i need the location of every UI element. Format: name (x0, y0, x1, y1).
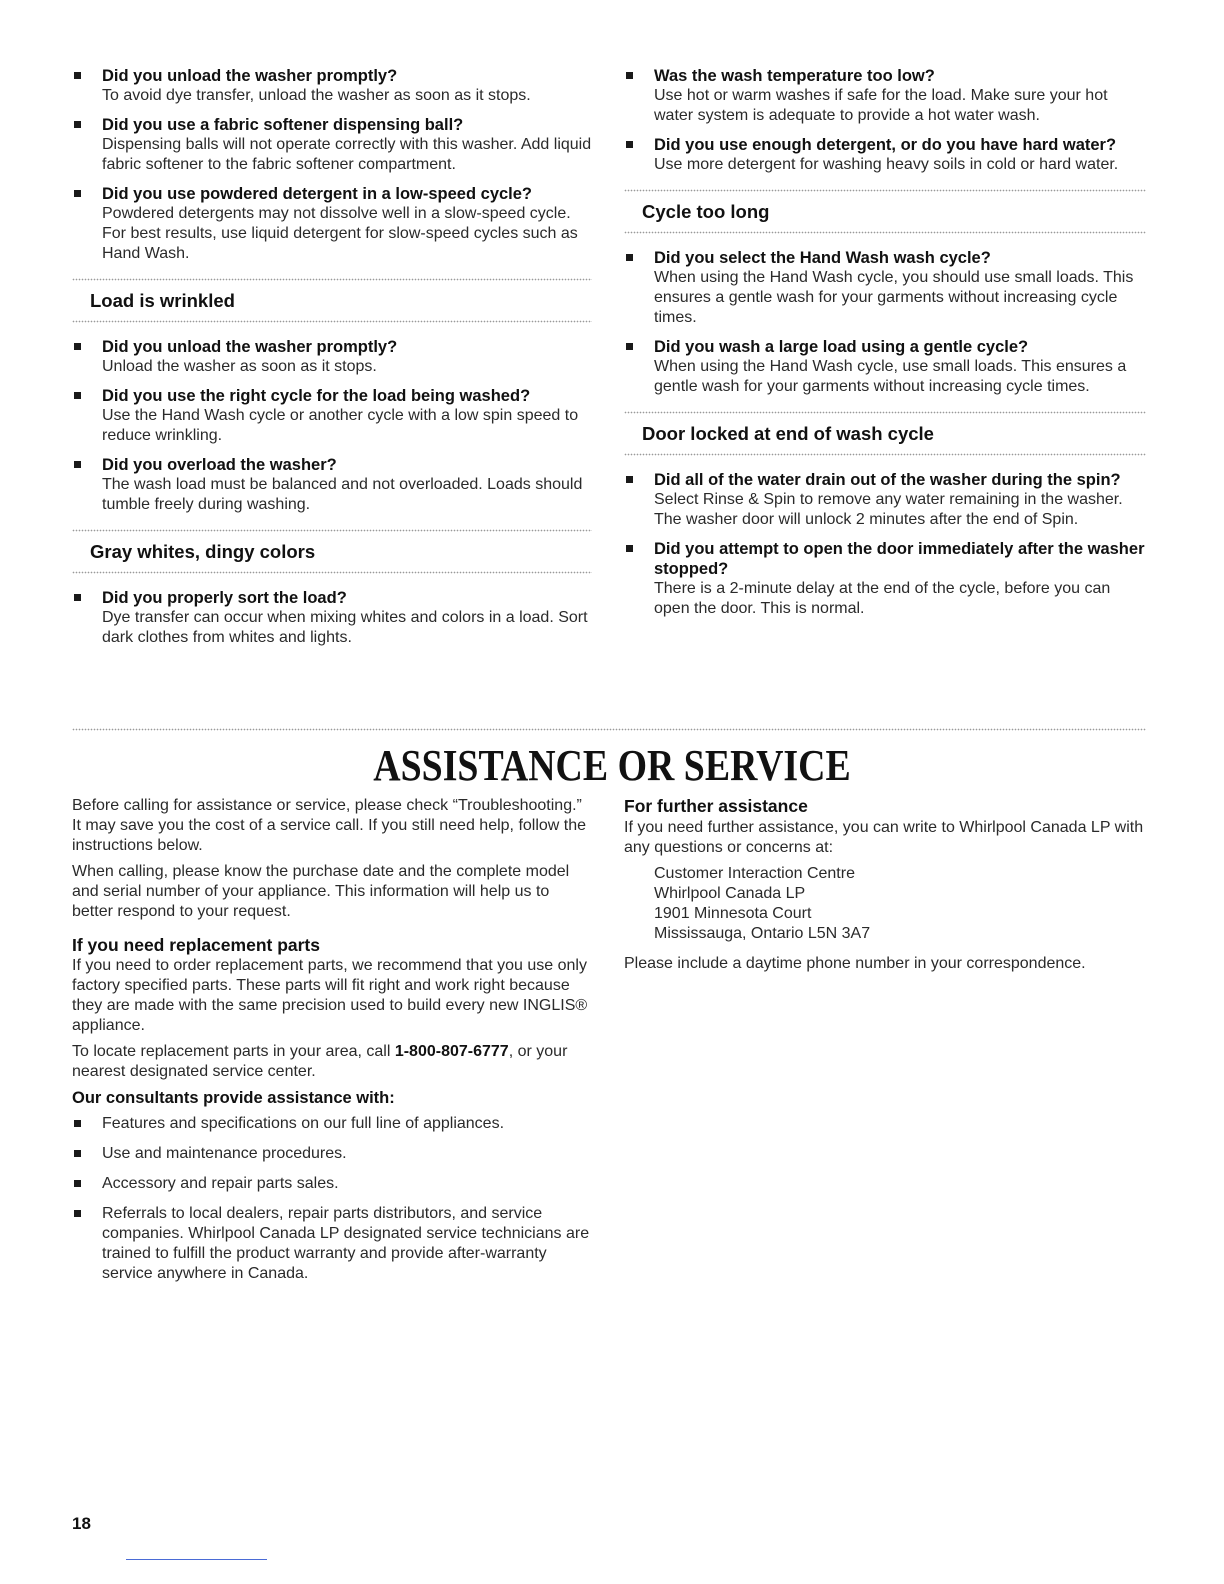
list-item: Features and specifications on our full line of appliances. (72, 1114, 592, 1134)
question-item: Did you wash a large load using a gentle cycle? When using the Hand Wash cycle, use small loads. This ensures a gentle wash for your garments without increasing cycle times. (624, 337, 1146, 397)
list-item: Accessory and repair parts sales. (72, 1174, 592, 1194)
question-item: Did you unload the washer promptly? To avoid dye transfer, unload the washer as soon as it stops. (72, 66, 592, 106)
dotted-divider (72, 571, 592, 574)
question-item: Was the wash temperature too low? Use hot or warm washes if safe for the load. Make sure your hot water system is adequate to provide a hot water wash. (624, 66, 1146, 126)
intro-paragraph: Before calling for assistance or service, please check “Troubleshooting.” It may save you the cost of a service call. If you still need help, follow the instructions below. (72, 797, 587, 854)
question-item: Did you use the right cycle for the load being washed? Use the Hand Wash cycle or another cycle with a low spin speed to reduce wrinkling. (72, 386, 592, 446)
page-number: 18 (72, 1514, 91, 1533)
further-assistance-note: Please include a daytime phone number in your correspondence. (624, 955, 1086, 972)
dotted-divider (624, 231, 1146, 234)
phone-number: 1-800-807-6777 (394, 1043, 509, 1060)
dotted-divider (72, 320, 592, 323)
further-assistance-body: If you need further assistance, you can write to Whirlpool Canada LP with any questions or concerns at: (624, 819, 1144, 856)
page-title: ASSISTANCE OR SERVICE (373, 741, 851, 790)
footer-line (126, 1559, 267, 1560)
question-item: Did all of the water drain out of the washer during the spin? Select Rinse & Spin to remove any water remaining in the washer. The washer door will unlock 2 minutes after the end of Spin. (624, 470, 1146, 530)
question-item: Did you attempt to open the door immediately after the washer stopped? There is a 2-minute delay at the end of the cycle, before you can open the door. This is normal. (624, 539, 1146, 619)
section-heading-cycle-long: Cycle too long (624, 189, 1146, 234)
dotted-divider-full (72, 728, 1146, 731)
question-item: Did you use powdered detergent in a low-speed cycle? Powdered detergents may not dissolve well in a slow-speed cycle. For best results, use liquid detergent for slow-speed cycles such as Hand Wash. (72, 184, 592, 264)
question-item: Did you unload the washer promptly? Unload the washer as soon as it stops. (72, 337, 592, 377)
assistance-right-column (624, 796, 1146, 980)
question-item: Did you use a fabric softener dispensing ball? Dispensing balls will not operate correctly with this washer. Add liquid fabric softener to the fabric softener compartment. (72, 115, 592, 175)
consultants-heading: Our consultants provide assistance with: (72, 1089, 395, 1107)
question-item: Did you use enough detergent, or do you have hard water? Use more detergent for washing heavy soils in cold or hard water. (624, 135, 1146, 175)
list-item: Use and maintenance procedures. (72, 1144, 592, 1164)
dotted-divider (624, 453, 1146, 456)
question-item: Did you properly sort the load? Dye transfer can occur when mixing whites and colors in a load. Sort dark clothes from whites and lights. (72, 588, 592, 648)
section-heading-gray: Gray whites, dingy colors (72, 529, 592, 574)
intro-paragraph: When calling, please know the purchase date and the complete model and serial number of your appliance. This information will help us to better respond to your request. (72, 863, 570, 920)
list-item: Referrals to local dealers, repair parts distributors, and service companies. Whirlpool Canada LP designated service technicians are trained to fulfill the product warranty and provide after-warranty service anywhere in Canada. (72, 1204, 592, 1284)
right-column-troubleshooting (624, 66, 1146, 628)
replacement-parts-heading: If you need replacement parts (72, 935, 320, 955)
locate-parts-paragraph: To locate replacement parts in your area, call 1-800-807-6777, or your nearest designated service center. (72, 1043, 568, 1080)
section-heading-wrinkled: Load is wrinkled (72, 278, 592, 323)
mailing-address: Customer Interaction Centre Whirlpool Canada LP 1901 Minnesota Court Mississauga, Ontario L5N 3A7 (654, 865, 871, 942)
assistance-left-column (72, 796, 592, 1294)
question-item: Did you overload the washer? The wash load must be balanced and not overloaded. Loads should tumble freely during washing. (72, 455, 592, 515)
further-assistance-heading: For further assistance (624, 796, 808, 816)
question-item: Did you select the Hand Wash wash cycle? When using the Hand Wash cycle, you should use small loads. This ensures a gentle wash for your garments without increasing cycle times. (624, 248, 1146, 328)
left-column-troubleshooting (72, 66, 592, 657)
section-heading-door-locked: Door locked at end of wash cycle (624, 411, 1146, 456)
replacement-parts-body: If you need to order replacement parts, we recommend that you use only factory specified parts. These parts will fit right and work right because they are made with the same precision used to build every new INGLIS® appliance. (72, 957, 588, 1034)
